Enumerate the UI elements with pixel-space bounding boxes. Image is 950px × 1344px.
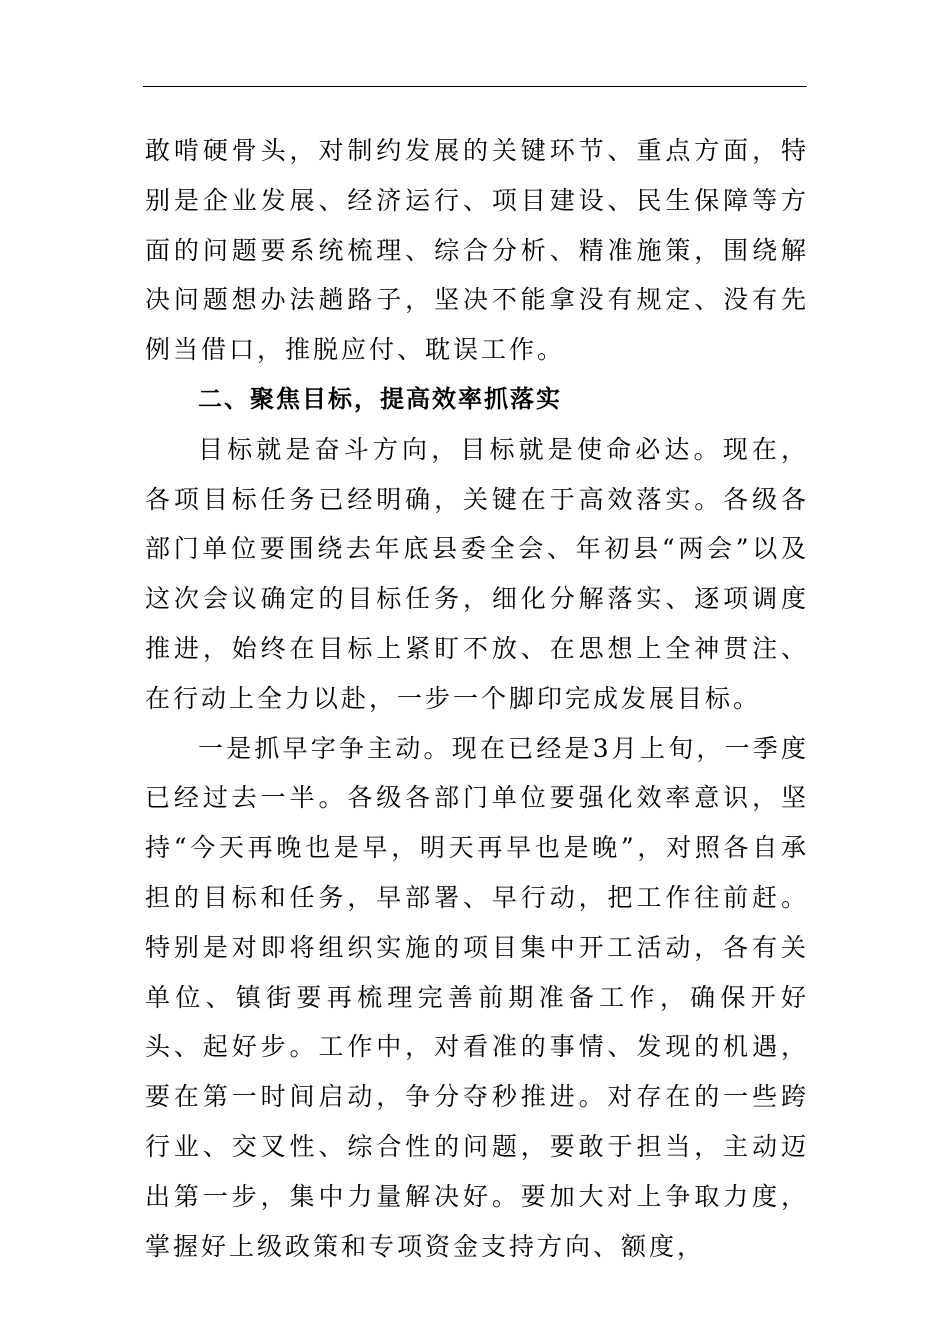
paragraph-continuation: 敢啃硬骨头，对制约发展的关键环节、重点方面，特别是企业发展、经济运行、项目建设、民生保障等方面的问题要系统梳理、综合分析、精准施策，围绕解决问题想办法趟路子，坚决不能拿没有规定、没有先例当借口，推脱应付、耽误工作。 <box>145 136 809 365</box>
paragraph-lead-phrase: 一是抓早字争主动。 <box>198 733 452 763</box>
paragraph-goals: 目标就是奋斗方向，目标就是使命必达。现在，各项目标任务已经明确，关键在于高效落实。各级各部门单位要围绕去年底县委全会、年初县“两会”以及这次会议确定的目标任务，细化分解落实、逐项调度推进，始终在目标上紧盯不放、在思想上全神贯注、在行动上全力以赴，一步一个脚印完成发展目标。 <box>145 434 809 713</box>
section-heading: 二、聚焦目标，提高效率抓落实 <box>198 384 562 413</box>
header-rule <box>143 86 807 87</box>
paragraph-body-text: 现在已经是3月上旬，一季度已经过去一半。各级各部门单位要强化效率意识，坚持“今天再晚也是早，明天再早也是晚”，对照各自承担的目标和任务，早部署、早行动，把工作往前赶。特别是对即将组织实施的项目集中开工活动，各有关单位、镇街要再梳理完善前期准备工作，确保开好头、起好步。工作中，对看准的事情、发现的机遇，要在第一时间启动，争分夺秒推进。对存在的一些跨行业、交叉性、综合性的问题，要敢于担当，主动迈出第一步，集中力量解决好。要加大对上争取力度，掌握好上级政策和专项资金支持方向、额度， <box>145 733 809 1261</box>
paragraph-early-action <box>145 724 809 1272</box>
document-body <box>145 126 809 1271</box>
